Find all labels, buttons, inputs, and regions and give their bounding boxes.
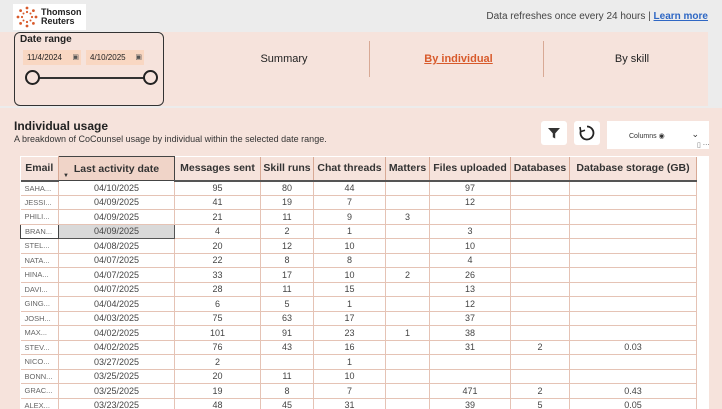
cell-last-activity-date[interactable]: 04/03/2025 — [59, 311, 175, 326]
sort-descending-icon: ▼ — [63, 173, 69, 179]
cell-files-uploaded[interactable]: 39 — [430, 398, 511, 409]
cell-files-uploaded[interactable]: 13 — [430, 282, 511, 297]
cell-last-activity-date[interactable]: 03/27/2025 — [59, 355, 175, 370]
date-range-filter — [14, 32, 164, 106]
filter-icon — [547, 126, 561, 140]
table-row[interactable] — [21, 369, 697, 384]
cell-matters[interactable] — [386, 355, 430, 370]
logo-dots-icon — [16, 6, 38, 28]
col-header-databases[interactable]: Databases — [511, 157, 570, 181]
logo-line2: Reuters — [41, 16, 75, 26]
cell-email[interactable]: MAX... — [21, 326, 59, 341]
cell-databases[interactable] — [511, 239, 570, 254]
tab-divider — [369, 41, 370, 77]
cell-chat-threads[interactable]: 16 — [314, 340, 386, 355]
cell-database-storage[interactable] — [570, 210, 697, 225]
col-header-chat-threads[interactable]: Chat threads — [314, 157, 386, 181]
cell-last-activity-date[interactable]: 04/09/2025 — [59, 210, 175, 225]
table-row[interactable] — [21, 181, 697, 196]
cell-database-storage[interactable] — [570, 239, 697, 254]
cell-matters[interactable] — [386, 384, 430, 399]
cell-chat-threads[interactable]: 1 — [314, 297, 386, 312]
cell-files-uploaded[interactable]: 31 — [430, 340, 511, 355]
filter-button[interactable] — [541, 121, 567, 145]
cell-files-uploaded[interactable]: 471 — [430, 384, 511, 399]
cell-database-storage[interactable] — [570, 282, 697, 297]
tab-summary[interactable]: Summary — [260, 53, 308, 65]
cell-last-activity-date[interactable]: 03/25/2025 — [59, 369, 175, 384]
cell-email[interactable]: BRAN... — [21, 224, 59, 239]
cell-files-uploaded[interactable]: 26 — [430, 268, 511, 283]
cell-files-uploaded[interactable]: 37 — [430, 311, 511, 326]
cell-databases[interactable] — [511, 195, 570, 210]
cell-chat-threads[interactable]: 31 — [314, 398, 386, 409]
cell-files-uploaded[interactable]: 12 — [430, 195, 511, 210]
refresh-text: Data refreshes once every 24 hours | — [486, 11, 654, 22]
cell-chat-threads[interactable]: 15 — [314, 282, 386, 297]
cell-chat-threads[interactable]: 17 — [314, 311, 386, 326]
table-row[interactable] — [21, 297, 697, 312]
col-header-matters[interactable]: Matters — [386, 157, 430, 181]
cell-email[interactable]: BONN... — [21, 369, 59, 384]
cell-database-storage[interactable] — [570, 181, 697, 196]
cell-database-storage[interactable]: 0.03 — [570, 340, 697, 355]
cell-skill-runs[interactable]: 5 — [261, 297, 314, 312]
table-row[interactable] — [21, 384, 697, 399]
cell-skill-runs[interactable]: 80 — [261, 181, 314, 196]
cell-matters[interactable] — [386, 181, 430, 196]
cell-databases[interactable] — [511, 297, 570, 312]
cell-email[interactable]: GRAC... — [21, 384, 59, 399]
cell-last-activity-date[interactable]: 04/07/2025 — [59, 282, 175, 297]
cell-skill-runs[interactable]: 17 — [261, 268, 314, 283]
cell-skill-runs[interactable]: 12 — [261, 239, 314, 254]
cell-messages-sent[interactable]: 48 — [175, 398, 261, 409]
cell-files-uploaded[interactable]: 97 — [430, 181, 511, 196]
cell-last-activity-date[interactable]: 04/10/2025 — [59, 181, 175, 196]
table-row[interactable] — [21, 253, 697, 268]
cell-last-activity-date[interactable]: 04/04/2025 — [59, 297, 175, 312]
cell-database-storage[interactable] — [570, 268, 697, 283]
cell-chat-threads[interactable]: 9 — [314, 210, 386, 225]
date-slider-track[interactable] — [33, 77, 151, 79]
cell-messages-sent[interactable]: 20 — [175, 369, 261, 384]
cell-databases[interactable] — [511, 326, 570, 341]
cell-email[interactable]: NATA... — [21, 253, 59, 268]
cell-skill-runs[interactable] — [261, 355, 314, 370]
cell-files-uploaded[interactable]: 4 — [430, 253, 511, 268]
cell-files-uploaded[interactable]: 10 — [430, 239, 511, 254]
cell-files-uploaded[interactable] — [430, 369, 511, 384]
cell-files-uploaded[interactable]: 3 — [430, 224, 511, 239]
col-header-files-uploaded[interactable]: Files uploaded — [430, 157, 511, 181]
cell-email[interactable]: DAVI... — [21, 282, 59, 297]
cell-messages-sent[interactable]: 95 — [175, 181, 261, 196]
filter-band — [0, 32, 722, 108]
cell-chat-threads[interactable]: 10 — [314, 239, 386, 254]
cell-databases[interactable] — [511, 253, 570, 268]
cell-skill-runs[interactable]: 11 — [261, 369, 314, 384]
cell-messages-sent[interactable]: 6 — [175, 297, 261, 312]
cell-chat-threads[interactable]: 1 — [314, 355, 386, 370]
refresh-notice — [486, 11, 708, 22]
cell-matters[interactable] — [386, 282, 430, 297]
cell-last-activity-date[interactable]: 04/02/2025 — [59, 340, 175, 355]
cell-databases[interactable] — [511, 369, 570, 384]
cell-files-uploaded[interactable]: 12 — [430, 297, 511, 312]
cell-matters[interactable]: 3 — [386, 210, 430, 225]
cell-database-storage[interactable] — [570, 224, 697, 239]
table-row[interactable] — [21, 224, 697, 239]
cell-databases[interactable]: 2 — [511, 384, 570, 399]
cell-skill-runs[interactable]: 11 — [261, 210, 314, 225]
cell-messages-sent[interactable]: 28 — [175, 282, 261, 297]
col-header-database-storage[interactable]: Database storage (GB) — [570, 157, 697, 181]
tab-divider — [543, 41, 544, 77]
cell-files-uploaded[interactable] — [430, 355, 511, 370]
table-scrollbar[interactable] — [709, 156, 717, 409]
cell-database-storage[interactable] — [570, 253, 697, 268]
tab-by-skill[interactable]: By skill — [614, 53, 650, 65]
cell-last-activity-date[interactable]: 04/07/2025 — [59, 253, 175, 268]
cell-chat-threads[interactable]: 7 — [314, 384, 386, 399]
cell-matters[interactable] — [386, 224, 430, 239]
cell-skill-runs[interactable]: 11 — [261, 282, 314, 297]
table-row[interactable] — [21, 210, 697, 225]
cell-chat-threads[interactable]: 10 — [314, 369, 386, 384]
individual-usage-table — [20, 156, 710, 409]
table-row[interactable] — [21, 398, 697, 409]
cell-messages-sent[interactable]: 41 — [175, 195, 261, 210]
table-header-row — [21, 157, 697, 181]
cell-databases[interactable] — [511, 268, 570, 283]
chevron-down-icon: ⌄ — [691, 129, 699, 139]
date-slider-start-handle[interactable] — [25, 70, 40, 85]
cell-skill-runs[interactable]: 91 — [261, 326, 314, 341]
logo-line1: Thomson — [41, 7, 82, 17]
cell-email[interactable]: SAHA... — [21, 181, 59, 196]
cell-email[interactable]: PHILI... — [21, 210, 59, 225]
table-row[interactable] — [21, 340, 697, 355]
cell-messages-sent[interactable]: 22 — [175, 253, 261, 268]
cell-database-storage[interactable] — [570, 195, 697, 210]
tab-by-individual[interactable]: By individual — [424, 53, 493, 65]
cell-messages-sent[interactable]: 19 — [175, 384, 261, 399]
cell-email[interactable]: STEV... — [21, 340, 59, 355]
columns-label: Columns — [629, 133, 657, 140]
calendar-icon[interactable]: ▣ — [135, 54, 142, 61]
cell-files-uploaded[interactable] — [430, 210, 511, 225]
cell-matters[interactable] — [386, 369, 430, 384]
cell-last-activity-date[interactable]: 04/02/2025 — [59, 326, 175, 341]
cell-email[interactable]: JESSI... — [21, 195, 59, 210]
cell-messages-sent[interactable]: 20 — [175, 239, 261, 254]
cell-chat-threads[interactable]: 8 — [314, 253, 386, 268]
visual-options-icons[interactable]: ▯ ⋯ — [697, 142, 710, 149]
date-slider-end-handle[interactable] — [143, 70, 158, 85]
cell-databases[interactable] — [511, 282, 570, 297]
cell-skill-runs[interactable]: 45 — [261, 398, 314, 409]
section-subtitle: A breakdown of CoCounsel usage by individual within the selected date range. — [14, 134, 327, 144]
col-header-last-activity-date[interactable]: Last activity date ▼ — [59, 157, 175, 181]
col-header-skill-runs[interactable]: Skill runs — [261, 157, 314, 181]
cell-databases[interactable] — [511, 355, 570, 370]
table-row[interactable] — [21, 326, 697, 341]
cell-email[interactable]: NICO... — [21, 355, 59, 370]
cell-databases[interactable]: 5 — [511, 398, 570, 409]
calendar-icon[interactable]: ▣ — [72, 54, 79, 61]
table-row[interactable] — [21, 282, 697, 297]
cell-database-storage[interactable] — [570, 311, 697, 326]
cell-skill-runs[interactable]: 19 — [261, 195, 314, 210]
date-range-title: Date range — [20, 34, 72, 45]
learn-more-link[interactable]: Learn more — [653, 11, 708, 22]
table-row[interactable] — [21, 311, 697, 326]
cell-chat-threads[interactable]: 7 — [314, 195, 386, 210]
cell-email[interactable]: JOSH... — [21, 311, 59, 326]
cell-databases[interactable] — [511, 311, 570, 326]
cell-email[interactable]: GING... — [21, 297, 59, 312]
end-date-input[interactable]: 4/10/2025 ▣ — [86, 50, 144, 65]
cell-skill-runs[interactable]: 63 — [261, 311, 314, 326]
cell-last-activity-date[interactable]: 03/23/2025 — [59, 398, 175, 409]
top-bar — [0, 0, 722, 32]
cell-email[interactable]: ALEX... — [21, 398, 59, 409]
cell-email[interactable]: HINA... — [21, 268, 59, 283]
cell-matters[interactable] — [386, 253, 430, 268]
cell-messages-sent[interactable]: 76 — [175, 340, 261, 355]
cell-chat-threads[interactable]: 23 — [314, 326, 386, 341]
cell-chat-threads[interactable]: 10 — [314, 268, 386, 283]
cell-messages-sent[interactable]: 2 — [175, 355, 261, 370]
cell-databases[interactable] — [511, 210, 570, 225]
start-date-input[interactable]: 11/4/2024 ▣ — [23, 50, 81, 65]
cell-matters[interactable] — [386, 195, 430, 210]
cell-files-uploaded[interactable]: 38 — [430, 326, 511, 341]
cell-database-storage[interactable] — [570, 326, 697, 341]
table-row[interactable] — [21, 239, 697, 254]
cell-skill-runs[interactable]: 43 — [261, 340, 314, 355]
cell-database-storage[interactable]: 0.05 — [570, 398, 697, 409]
cell-matters[interactable] — [386, 239, 430, 254]
cell-last-activity-date[interactable]: 04/09/2025 — [59, 195, 175, 210]
cell-database-storage[interactable] — [570, 369, 697, 384]
cell-database-storage[interactable]: 0.43 — [570, 384, 697, 399]
cell-email[interactable]: STEL... — [21, 239, 59, 254]
reset-button[interactable] — [574, 121, 600, 145]
cell-chat-threads[interactable]: 1 — [314, 224, 386, 239]
cell-database-storage[interactable] — [570, 355, 697, 370]
cell-matters[interactable] — [386, 311, 430, 326]
cell-skill-runs[interactable]: 8 — [261, 384, 314, 399]
cell-chat-threads[interactable]: 44 — [314, 181, 386, 196]
col-header-messages-sent[interactable]: Messages sent — [175, 157, 261, 181]
section-title: Individual usage — [14, 119, 109, 133]
cell-matters[interactable] — [386, 297, 430, 312]
cell-matters[interactable] — [386, 340, 430, 355]
cell-messages-sent[interactable]: 33 — [175, 268, 261, 283]
cell-messages-sent[interactable]: 21 — [175, 210, 261, 225]
col-header-email[interactable]: Email — [21, 157, 59, 181]
cell-matters[interactable]: 2 — [386, 268, 430, 283]
eye-icon: ◉ — [658, 133, 665, 140]
table-row[interactable] — [21, 268, 697, 283]
columns-dropdown[interactable] — [607, 121, 709, 149]
cell-skill-runs[interactable]: 2 — [261, 224, 314, 239]
thomson-reuters-logo — [13, 4, 86, 30]
cell-databases[interactable] — [511, 181, 570, 196]
cell-databases[interactable]: 2 — [511, 340, 570, 355]
cell-last-activity-date[interactable]: 04/09/2025 — [59, 224, 175, 239]
cell-databases[interactable] — [511, 224, 570, 239]
cell-last-activity-date[interactable]: 04/07/2025 — [59, 268, 175, 283]
cell-last-activity-date[interactable]: 04/08/2025 — [59, 239, 175, 254]
cell-database-storage[interactable] — [570, 297, 697, 312]
cell-messages-sent[interactable]: 101 — [175, 326, 261, 341]
cell-matters[interactable]: 1 — [386, 326, 430, 341]
cell-messages-sent[interactable]: 4 — [175, 224, 261, 239]
table-row[interactable] — [21, 195, 697, 210]
cell-messages-sent[interactable]: 75 — [175, 311, 261, 326]
cell-skill-runs[interactable]: 8 — [261, 253, 314, 268]
cell-last-activity-date[interactable]: 03/25/2025 — [59, 384, 175, 399]
table-row[interactable] — [21, 355, 697, 370]
cell-matters[interactable] — [386, 398, 430, 409]
reset-icon — [578, 124, 596, 142]
